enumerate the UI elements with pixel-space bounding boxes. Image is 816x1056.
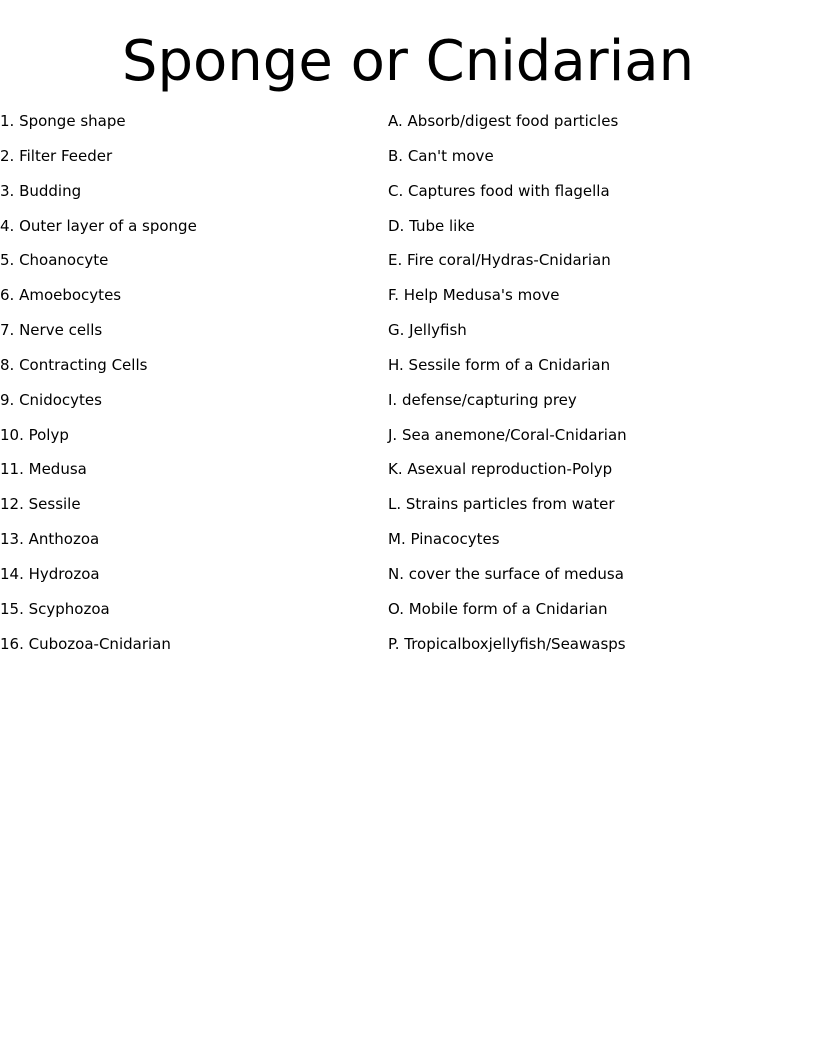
term-item: 10. Polyp [0,425,69,444]
terms-list [0,111,380,669]
definition-item: C. Captures food with flagella [388,181,610,200]
definition-item: B. Can't move [388,146,494,165]
term-item: 7. Nerve cells [0,321,103,340]
term-item: 15. Scyphozoa [0,599,110,618]
definition-item: N. cover the surface of medusa [388,564,624,583]
definitions-list [388,111,808,669]
definition-item: L. Strains particles from water [388,495,615,514]
definition-item: H. Sessile form of a Cnidarian [388,355,611,374]
term-item: 11. Medusa [0,460,87,479]
term-item: 1. Sponge shape [0,112,126,130]
worksheet-title: Sponge or Cnidarian [121,29,695,94]
term-item: 14. Hydrozoa [0,564,100,583]
term-item: 5. Choanocyte [0,251,109,270]
term-item: 9. Cnidocytes [0,390,102,409]
definition-item: E. Fire coral/Hydras-Cnidarian [388,251,611,270]
definition-item: G. Jellyfish [388,321,467,340]
definition-item: O. Mobile form of a Cnidarian [388,599,608,618]
definition-item: K. Asexual reproduction-Polyp [388,460,613,479]
term-item: 12. Sessile [0,495,81,514]
definition-item: J. Sea anemone/Coral-Cnidarian [388,425,627,444]
term-item: 8. Contracting Cells [0,355,148,374]
definition-item: A. Absorb/digest food particles [388,112,619,130]
definition-item: P. Tropicalboxjellyfish/Seawasps [388,634,626,653]
term-item: 2. Filter Feeder [0,146,113,165]
definition-item: F. Help Medusa's move [388,286,560,305]
term-item: 6. Amoebocytes [0,286,122,305]
term-item: 16. Cubozoa-Cnidarian [0,634,171,653]
definition-item: D. Tube like [388,216,475,235]
definition-item: I. defense/capturing prey [388,390,577,409]
term-item: 4. Outer layer of a sponge [0,216,197,235]
definition-item: M. Pinacocytes [388,530,500,549]
term-item: 3. Budding [0,181,82,200]
term-item: 13. Anthozoa [0,530,100,549]
